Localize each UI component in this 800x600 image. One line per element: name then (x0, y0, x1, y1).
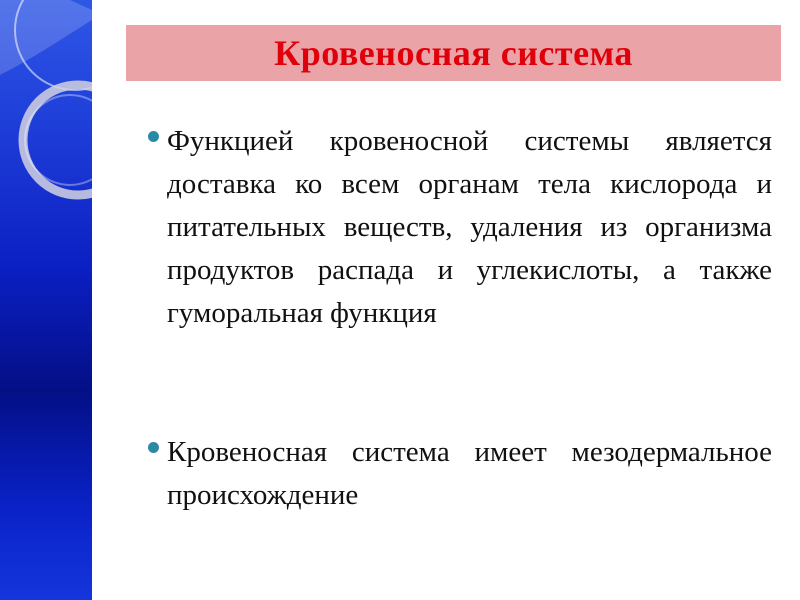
thick-ring (23, 85, 92, 195)
decorative-side-band (0, 0, 92, 600)
bullet-item-1 (148, 120, 772, 335)
bullet-dot-icon (148, 442, 159, 453)
bullet-dot-icon (148, 131, 159, 142)
bullet-item-2 (148, 431, 772, 517)
bullet-text-2: Кровеносная система имеет мезодермальное происхождение (167, 436, 772, 511)
light-corner-shape (0, 0, 92, 75)
slide-title: Кровеносная система (274, 33, 633, 73)
decorative-rings (0, 0, 92, 600)
bullet-text-1: Функцией кровеносной системы является доставка ко всем органам тела кислорода и питательных веществ, удаления из организма продуктов распада и углекислоты, а также гуморальная функция (167, 125, 772, 329)
title-banner (126, 25, 781, 81)
